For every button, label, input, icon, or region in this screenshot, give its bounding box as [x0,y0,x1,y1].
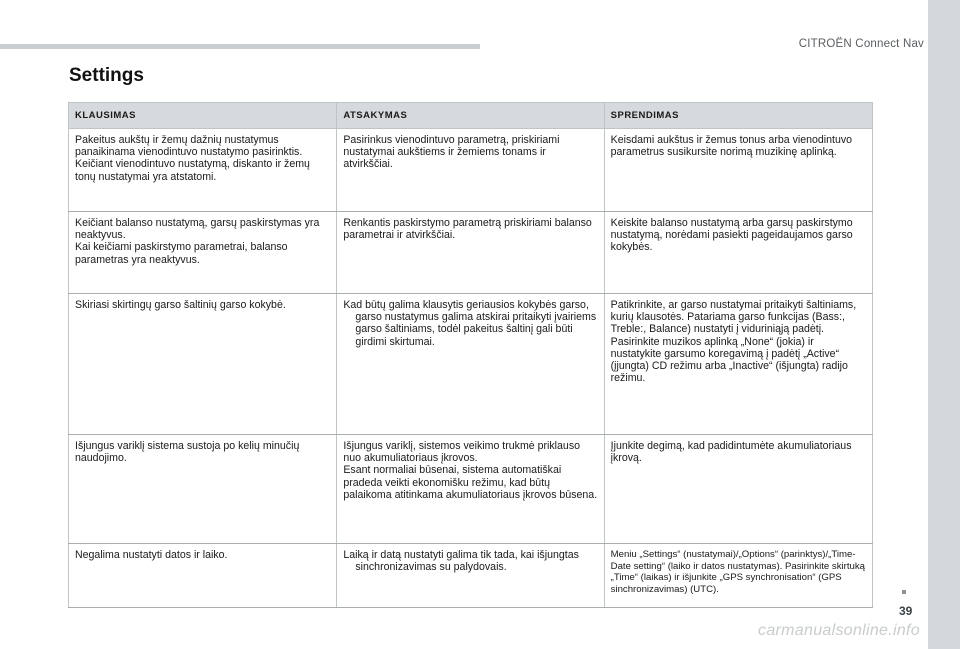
answer-cell: Renkantis paskirstymo parametrą priskiriami balanso parametrai ir atvirkščiai. [337,212,604,294]
question-cell: Keičiant balanso nustatymą, garsų paskirstymas yra neaktyvus. Kai keičiami paskirstymo parametrai, balanso parametras yra neaktyvus. [69,212,337,294]
solution-cell: Meniu „Settings“ (nustatymai)/„Options“ (parinktys)/„Time-Date setting“ (laiko ir datos nustatymas). Pasirinkite skirtuką „Time“ (laikas) ir išjunkite „GPS synchronisation“ (GPS sinchronizavimas) (UTC). [604,544,872,608]
answer-cell [337,294,604,435]
answer-cell: Išjungus variklį, sistemos veikimo trukmė priklauso nuo akumuliatoriaus įkrovos. Esant normaliai būsenai, sistema automatiškai pradeda veikti ekonomišku režimu, kad būtų palaikoma atitinkama akumuliatoriaus įkrovos būsena. [337,435,604,544]
question-cell: Pakeitus aukštų ir žemų dažnių nustatymus panaikinama vienodintuvo nustatymo pasirinktis. Keičiant vienodintuvo nustatymą, diskanto ir žemų tonų nustatymai yra atstatomi. [69,129,337,212]
footer-watermark: carmanualsonline.info [758,622,920,639]
question-cell: Skiriasi skirtingų garso šaltinių garso kokybė. [69,294,337,435]
table-row [69,129,873,212]
page-number: 39 [899,604,913,618]
table-row [69,212,873,294]
solution-cell: Įjunkite degimą, kad padidintumėte akumuliatoriaus įkrovą. [604,435,872,544]
column-header-question: KLAUSIMAS [69,103,337,129]
table-row [69,435,873,544]
question-cell: Negalima nustatyti datos ir laiko. [69,544,337,608]
brand-label: CITROËN Connect Nav [798,38,924,50]
page-marker [902,590,906,594]
answer-cell: Pasirinkus vienodintuvo parametrą, priskiriami nustatymai aukštiems ir žemiems tonams ir atvirkščiai. [337,129,604,212]
answer-cell [337,544,604,608]
header-rule [0,44,480,49]
faq-table [68,102,873,608]
answer-text: Laiką ir datą nustatyti galima tik tada, kai išjungtas sinchronizavimas su palydovais. [343,549,579,574]
solution-cell: Keiskite balanso nustatymą arba garsų paskirstymo nustatymą, norėdami pasiekti pageidaujamos garso kokybės. [604,212,872,294]
solution-cell: Keisdami aukštus ir žemus tonus arba vienodintuvo parametrus susikursite norimą muzikinę aplinką. [604,129,872,212]
page-title: Settings [69,65,144,86]
question-cell: Išjungus variklį sistema sustoja po kelių minučių naudojimo. [69,435,337,544]
table-row [69,294,873,435]
column-header-solution: SPRENDIMAS [604,103,872,129]
answer-text: Kad būtų galima klausytis geriausios kokybės garso, garso nustatymus galima atskirai pritaikyti įvairiems garso šaltiniams, todėl pakeitus šaltinį gali būti girdimi skirtumai. [343,299,597,348]
column-header-answer: ATSAKYMAS [337,103,604,129]
side-strip [928,0,960,649]
solution-cell: Patikrinkite, ar garso nustatymai pritaikyti šaltiniams, kurių klausotės. Patariama garso funkcijas (Bass:, Treble:, Balance) nustatyti į viduriniąją padėtį. Pasirinkite muzikos aplinką „None“ (jokia) ir nustatykite garsumo koregavimą į padėtį „Active“ (įjungta) CD režimu arba „Inactive“ (išjungta) radijo režimu. [604,294,872,435]
table-header-row [69,103,873,129]
table-row [69,544,873,608]
